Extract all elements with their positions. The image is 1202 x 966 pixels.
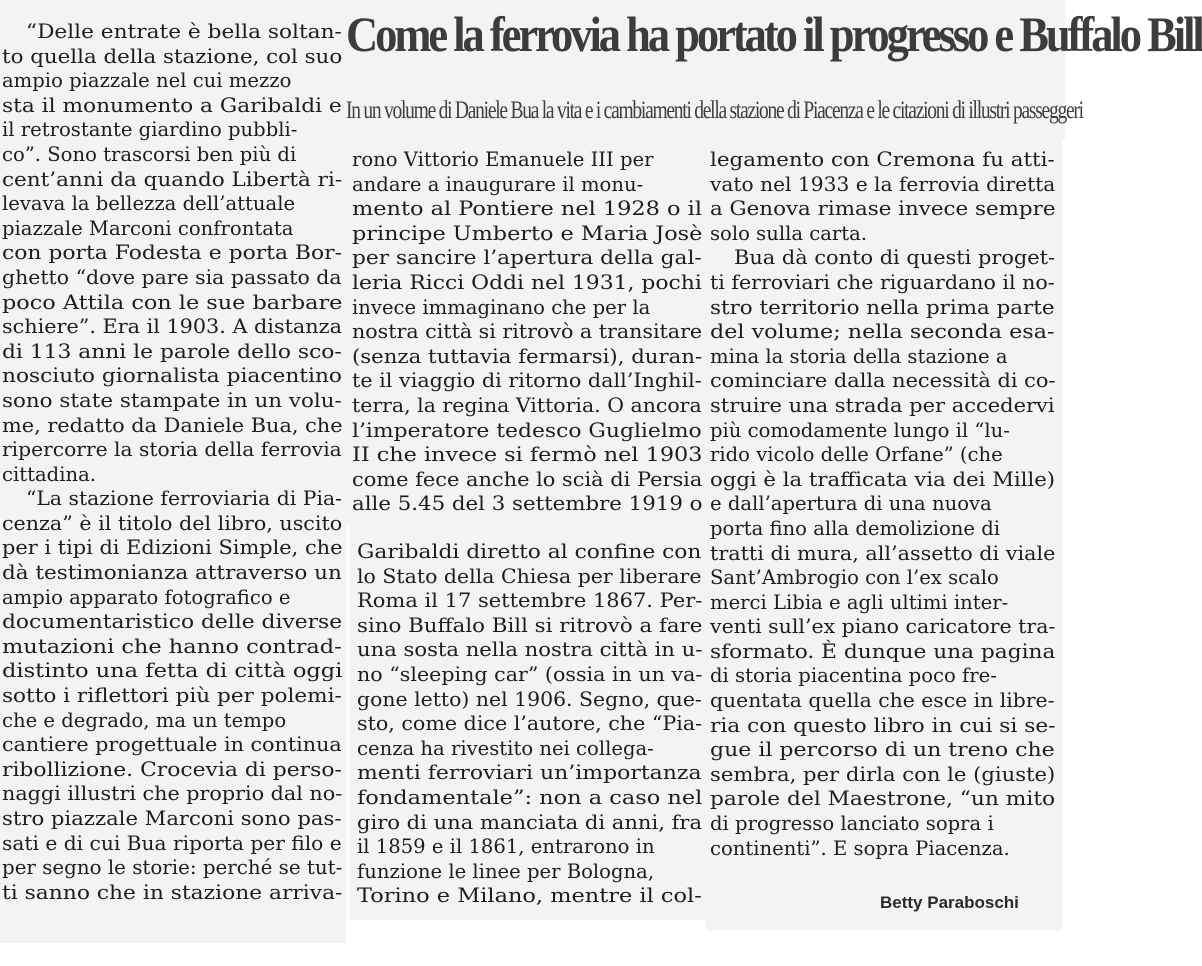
text-line: continenti”. E sopra Piacenza. (710, 836, 1010, 860)
text-line: co”. Sono trascorsi ben più di (2, 142, 297, 166)
text-line: Roma il 17 settembre 1867. Per- (357, 589, 703, 613)
text-line: ribollizione. Crocevia di perso- (2, 757, 342, 781)
text-line: oggi è la trafficata via dei Mille) (710, 467, 1056, 491)
text-line: ria con questo libro in cui si se- (710, 713, 1056, 737)
text-line: vato nel 1933 e la ferrovia diretta (710, 172, 1056, 196)
article-column-3 (710, 148, 1055, 861)
text-line: naggi illustri che proprio dal no- (2, 782, 343, 806)
text-line: più comodamente lungo il “lu- (710, 418, 1010, 442)
text-line: leria Ricci Oddi nel 1931, pochi (352, 270, 702, 294)
text-line: ripercorre la storia della ferrovia (2, 438, 342, 462)
text-line: solo sulla carta. (710, 221, 868, 245)
text-line: parole del Maestrone, “un mito (710, 787, 1056, 811)
text-line: per i tipi di Edizioni Simple, che (2, 536, 343, 560)
text-line: dà testimonianza attraverso un (2, 561, 342, 585)
text-line: il retrostante giardino pubbli- (2, 118, 298, 142)
text-line: mento al Pontiere nel 1928 o il (352, 197, 703, 221)
text-line: con porta Fodesta e porta Bor- (2, 241, 342, 265)
text-line: lo Stato della Chiesa per liberare (357, 564, 702, 588)
text-line: una sosta nella nostra città in u- (357, 638, 703, 662)
text-line: nosciuto giornalista piacentino (2, 364, 342, 388)
text-line: distinto una fetta di città oggi (2, 659, 343, 683)
text-line: documentaristico delle diverse (2, 610, 343, 634)
text-line: gone letto) nel 1906. Segno, que- (357, 687, 702, 711)
text-line: per sancire l’apertura della gal- (352, 246, 702, 270)
text-line: porta fino alla demolizione di (710, 516, 1001, 540)
text-line: sino Buffalo Bill si ritrovò a fare (357, 613, 703, 637)
text-line: nostra città si ritrovò a transitare (352, 320, 703, 344)
headline: Come la ferrovia ha portato il progresso e Buffalo Bill (346, 6, 1202, 62)
text-line: per segno le storie: perché se tut- (2, 856, 343, 880)
text-line: invece immaginano che per la (352, 295, 651, 319)
text-line: giro di una manciata di anni, fra (357, 810, 703, 834)
text-line: a Genova rimase invece sempre (710, 197, 1056, 221)
text-line: ghetto “dove pare sia passato da (2, 265, 342, 289)
text-line: II che invece si fermò nel 1903 (352, 443, 703, 467)
text-line: ti sanno che in stazione arriva- (2, 880, 343, 904)
text-line: stro territorio nella prima parte (710, 295, 1055, 319)
text-line: sta il monumento a Garibaldi e (2, 93, 342, 117)
text-line: Garibaldi diretto al confine con (357, 540, 702, 563)
text-line: stro piazzale Marconi sono pas- (2, 807, 342, 830)
text-line: terra, la regina Vittoria. O ancora (352, 393, 702, 417)
text-line: l’imperatore tedesco Guglielmo (352, 418, 702, 442)
text-line: struire una strada per accedervi (710, 393, 1055, 417)
text-line: il 1859 e il 1861, entrarono in (357, 835, 655, 859)
text-line: no “sleeping car” (ossia in un va- (357, 662, 703, 686)
text-line: mina la storia della stazione a (710, 344, 1008, 368)
text-line: cenza ha rivestito nei collega- (357, 736, 654, 760)
text-line: ampio apparato fotografico e (2, 585, 291, 609)
text-line: cent’anni da quando Libertà ri- (2, 167, 343, 191)
text-line: “Delle entrate è bella soltan- (26, 20, 342, 43)
text-line: quentata quella che esce in libre- (710, 689, 1055, 713)
text-line: principe Umberto e Maria Josè (352, 221, 703, 245)
text-line: to quella della stazione, col suo (2, 44, 343, 68)
text-line: sati e di cui Bua riporta per filo e (2, 831, 342, 855)
text-line: funzione le linee per Bologna, (357, 859, 655, 883)
text-line: sono state stampate in un volu- (2, 388, 342, 412)
text-line: piazzale Marconi confrontata (2, 216, 294, 240)
text-line: Torino e Milano, mentre il col- (357, 884, 702, 908)
text-line: me, redatto da Daniele Bua, che (2, 413, 343, 437)
text-line: rido vicolo delle Orfane” (che (710, 443, 1003, 467)
text-line: come fece anche lo scià di Persia (352, 467, 703, 491)
text-line: sformato. È dunque una pagina (710, 639, 1056, 663)
text-line: ampio piazzale nel cui mezzo (2, 69, 292, 93)
text-line: legamento con Cremona fu atti- (710, 148, 1055, 171)
text-line: merci Libia e agli ultimi inter- (710, 590, 1009, 614)
text-line: schiere”. Era il 1903. A distanza (2, 315, 342, 339)
article-column-2-bottom (357, 540, 702, 909)
text-line: cittadina. (2, 462, 97, 486)
text-line: mutazioni che hanno contrad- (2, 634, 342, 658)
text-line: di 113 anni le parole dello sco- (2, 339, 342, 363)
text-line: “La stazione ferroviaria di Pia- (26, 487, 342, 511)
text-line: Sant’Ambrogio con l’ex scalo (710, 566, 999, 590)
text-line: di progresso lanciato sopra i (710, 812, 994, 836)
byline: Betty Paraboschi (880, 893, 1019, 912)
text-line: gue il percorso di un treno che (710, 738, 1055, 762)
text-line: te il viaggio di ritorno dall’Inghil- (352, 369, 702, 393)
text-line: cantiere progettuale in continua (2, 733, 342, 757)
text-line: cenza” è il titolo del libro, uscito (2, 511, 343, 535)
text-line: fondamentale”: non a caso nel (357, 785, 703, 809)
text-line: del volume; nella seconda esa- (710, 320, 1055, 344)
text-line: sembra, per dirla con le (giuste) (710, 762, 1056, 786)
text-line: rono Vittorio Emanuele III per (352, 148, 654, 171)
text-line: Bua dà conto di questi proget- (734, 246, 1056, 270)
text-line: poco Attila con le sue barbare (2, 290, 343, 314)
text-line: ti ferroviari che riguardano il no- (710, 270, 1055, 294)
text-line: cominciare dalla necessità di co- (710, 369, 1056, 393)
text-line: levava la bellezza dell’attuale (2, 192, 296, 216)
text-line: menti ferroviari un’importanza (357, 761, 702, 785)
text-line: che e degrado, ma un tempo (2, 708, 287, 732)
text-line: andare a inaugurare il monu- (352, 172, 644, 196)
text-line: (senza tuttavia fermarsi), duran- (352, 344, 703, 368)
text-line: sto, come dice l’autore, che “Pia- (357, 712, 703, 736)
text-line: e dall’apertura di una nuova (710, 492, 992, 516)
article-column-2-top (352, 148, 702, 517)
text-line: tratti di mura, all’assetto di viale (710, 541, 1056, 565)
text-line: venti sull’ex piano caricatore tra- (710, 615, 1056, 639)
text-line: alle 5.45 del 3 settembre 1919 o (352, 492, 703, 516)
article-column-1 (2, 20, 342, 905)
text-line: di storia piacentina poco fre- (710, 664, 997, 688)
subheadline: In un volume di Daniele Bua la vita e i cambiamenti della stazione di Piacenza e le citazioni di illustri passeggeri (346, 97, 1083, 124)
text-line: sotto i riflettori più per polemi- (2, 684, 342, 708)
